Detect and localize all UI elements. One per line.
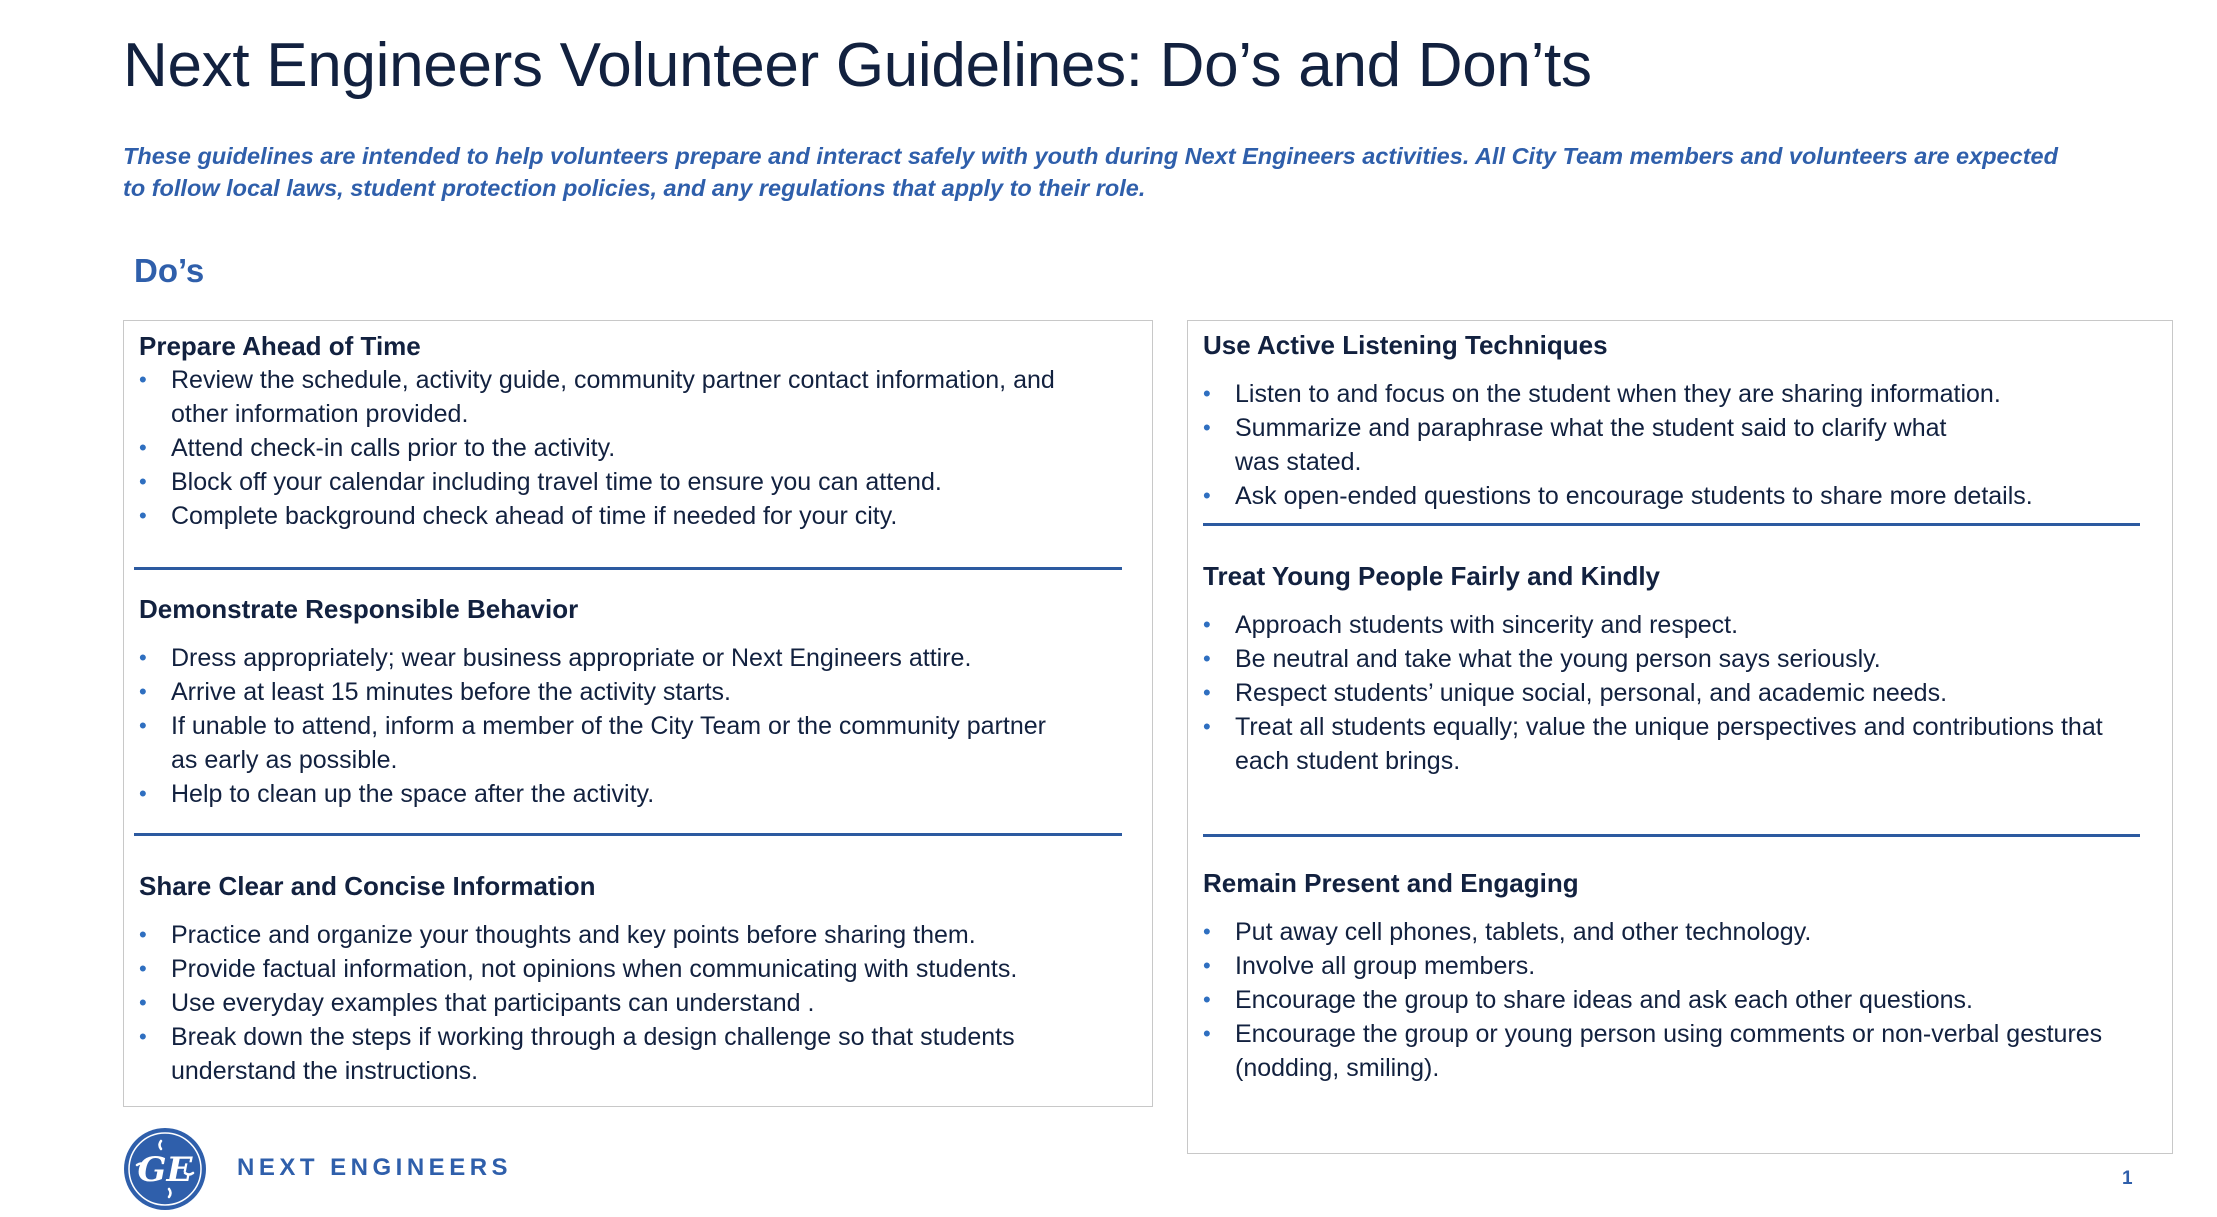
list-item: • Involve all group members.: [1203, 949, 2153, 983]
section-divider: [134, 567, 1122, 570]
intro-text: These guidelines are intended to help volunteers prepare and interact safely with youth during Next Engineers activities. All City Team members and volunteers are expected to follow local laws, student protection policies, and any regulations that apply to their role.: [123, 143, 2058, 201]
right-guidelines-panel: [1187, 320, 2173, 1154]
bullet-list: [1203, 608, 2153, 778]
page-title: Next Engineers Volunteer Guidelines: Do’s and Don’ts: [123, 31, 1592, 100]
list-item: • Encourage the group or young person using comments or non-verbal gestures (nodding, smiling).: [1203, 1017, 2175, 1085]
list-item: • Break down the steps if working through a design challenge so that students understand the instructions.: [139, 1020, 1101, 1088]
list-item: • Block off your calendar including travel time to ensure you can attend.: [139, 465, 1129, 499]
guideline-block-share: [139, 869, 1129, 1088]
block-heading: Remain Present and Engaging: [1203, 868, 1579, 898]
ge-monogram-icon: [123, 1127, 207, 1211]
guideline-block-responsible: [139, 592, 1129, 811]
list-item: • If unable to attend, inform a member of the City Team or the community partner as early as possible.: [139, 709, 1051, 777]
list-item: • Listen to and focus on the student when they are sharing information.: [1203, 377, 2153, 411]
block-heading: Demonstrate Responsible Behavior: [139, 594, 579, 624]
list-item: • Approach students with sincerity and respect.: [1203, 608, 2153, 642]
section-divider: [1203, 834, 2140, 837]
list-item: • Provide factual information, not opinions when communicating with students.: [139, 952, 1129, 986]
list-item: • Ask open-ended questions to encourage students to share more details.: [1203, 479, 2153, 513]
list-item: • Complete background check ahead of time if needed for your city.: [139, 499, 1129, 533]
list-item: • Be neutral and take what the young person says seriously.: [1203, 642, 2153, 676]
page-number: 1: [2122, 1168, 2133, 1189]
list-item: • Attend check-in calls prior to the activity.: [139, 431, 1129, 465]
list-item: • Put away cell phones, tablets, and other technology.: [1203, 915, 2153, 949]
block-heading: Share Clear and Concise Information: [139, 871, 596, 901]
section-divider: [134, 833, 1122, 836]
list-item: • Summarize and paraphrase what the student said to clarify what was stated.: [1203, 411, 1965, 479]
list-item: • Dress appropriately; wear business appropriate or Next Engineers attire.: [139, 641, 1129, 675]
bullet-list: [139, 641, 1129, 811]
list-item: • Use everyday examples that participants can understand .: [139, 986, 1129, 1020]
section-divider: [1203, 523, 2140, 526]
bullet-list: [1203, 915, 2153, 1085]
guideline-block-fairly: [1203, 559, 2153, 778]
block-heading: Prepare Ahead of Time: [139, 331, 421, 361]
svg-text:GE: GE: [137, 1150, 193, 1190]
guideline-block-listening: [1203, 328, 2153, 513]
bullet-list: [1203, 377, 2153, 513]
guideline-block-present: [1203, 866, 2153, 1085]
list-item: • Encourage the group to share ideas and ask each other questions.: [1203, 983, 2153, 1017]
section-heading-dos: Do’s: [134, 252, 205, 289]
brand-name: NEXT ENGINEERS: [237, 1154, 513, 1181]
bullet-list: [139, 363, 1129, 533]
block-heading: Treat Young People Fairly and Kindly: [1203, 561, 1661, 591]
list-item: • Help to clean up the space after the activity.: [139, 777, 1129, 811]
block-heading: Use Active Listening Techniques: [1203, 330, 1608, 360]
list-item: • Arrive at least 15 minutes before the activity starts.: [139, 675, 1129, 709]
list-item: • Treat all students equally; value the unique perspectives and contributions that each student brings.: [1203, 710, 2135, 778]
list-item: • Respect students’ unique social, personal, and academic needs.: [1203, 676, 2153, 710]
list-item: • Review the schedule, activity guide, community partner contact information, and other information provided.: [139, 363, 1111, 431]
left-guidelines-panel: [123, 320, 1153, 1107]
list-item: • Practice and organize your thoughts and key points before sharing them.: [139, 918, 1129, 952]
guideline-block-prepare: [139, 329, 1129, 533]
bullet-list: [139, 918, 1129, 1088]
